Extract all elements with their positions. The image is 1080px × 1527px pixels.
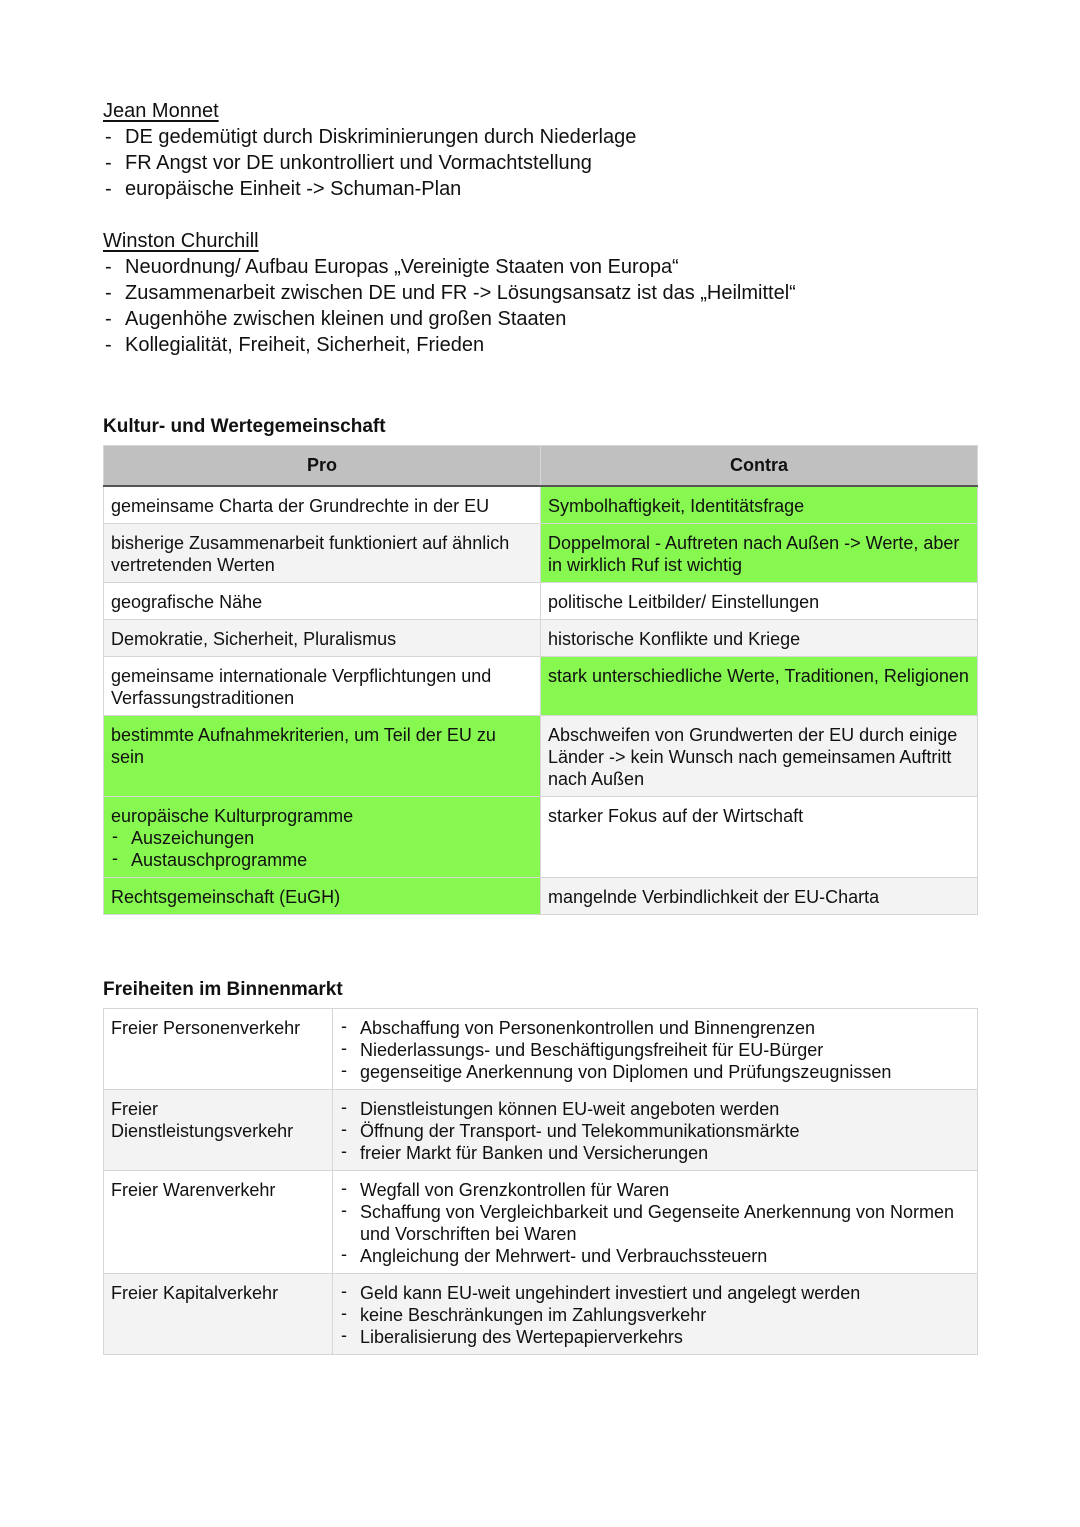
freedom-points (340, 1098, 970, 1164)
contra-cell: politische Leitbilder/ Einstellungen (541, 583, 978, 620)
freedom-label: Freier Warenverkehr (104, 1171, 333, 1274)
list-item: - Austauschprogramme (111, 849, 533, 871)
binnenmarkt-section (103, 977, 977, 1355)
table-row (104, 878, 978, 915)
list-item: - Schaffung von Vergleichbarkeit und Gegenseite Anerkennung von Normen und Vorschriften bei Waren (340, 1201, 970, 1245)
freedom-label: Freier Personenverkehr (104, 1009, 333, 1090)
table-row (104, 797, 978, 878)
monnet-section (103, 98, 977, 202)
freedom-points (340, 1017, 970, 1083)
churchill-list (103, 254, 977, 358)
pro-cell: Rechtsgemeinschaft (EuGH) (104, 878, 541, 915)
table-row (104, 1090, 978, 1171)
pro-cell: geografische Nähe (104, 583, 541, 620)
table-row (104, 1009, 978, 1090)
contra-cell: historische Konflikte und Kriege (541, 620, 978, 657)
table-row (104, 486, 978, 524)
contra-header: Contra (541, 446, 978, 487)
list-item: - Wegfall von Grenzkontrollen für Waren (340, 1179, 970, 1201)
list-item: - Abschaffung von Personenkontrollen und Binnengrenzen (340, 1017, 970, 1039)
list-item: - DE gedemütigt durch Diskriminierungen durch Niederlage (103, 124, 977, 150)
contra-cell: Abschweifen von Grundwerten der EU durch einige Länder -> kein Wunsch nach gemeinsamen Auftritt nach Außen (541, 716, 978, 797)
freedom-points-cell (333, 1009, 978, 1090)
freedom-points (340, 1282, 970, 1348)
freedoms-table (103, 1008, 978, 1355)
pro-cell-text: europäische Kulturprogramme (111, 806, 354, 826)
list-item: - Neuordnung/ Aufbau Europas „Vereinigte Staaten von Europa“ (103, 254, 977, 280)
table-row (104, 583, 978, 620)
list-item: - Geld kann EU-weit ungehindert investiert und angelegt werden (340, 1282, 970, 1304)
freedom-label: Freier Dienstleistungsverkehr (104, 1090, 333, 1171)
pro-contra-table (103, 445, 978, 915)
kultur-section (103, 414, 977, 915)
pro-cell: gemeinsame Charta der Grundrechte in der EU (104, 486, 541, 524)
list-item: - Augenhöhe zwischen kleinen und großen Staaten (103, 306, 977, 332)
pro-cell: gemeinsame internationale Verpflichtungen und Verfassungstraditionen (104, 657, 541, 716)
list-item: - Zusammenarbeit zwischen DE und FR -> Lösungsansatz ist das „Heilmittel“ (103, 280, 977, 306)
list-item: - Kollegialität, Freiheit, Sicherheit, Frieden (103, 332, 977, 358)
list-item: - Angleichung der Mehrwert- und Verbrauchssteuern (340, 1245, 970, 1267)
list-item: - keine Beschränkungen im Zahlungsverkehr (340, 1304, 970, 1326)
table-row (104, 524, 978, 583)
table-row (104, 1274, 978, 1355)
churchill-heading: Winston Churchill (103, 230, 259, 252)
list-item: - Auszeichungen (111, 827, 533, 849)
binnenmarkt-title: Freiheiten im Binnenmarkt (103, 979, 343, 1000)
list-item: - gegenseitige Anerkennung von Diplomen und Prüfungszeugnissen (340, 1061, 970, 1083)
pro-cell: bisherige Zusammenarbeit funktioniert auf ähnlich vertretenden Werten (104, 524, 541, 583)
freedom-label: Freier Kapitalverkehr (104, 1274, 333, 1355)
churchill-section (103, 228, 977, 358)
freedom-points-cell (333, 1171, 978, 1274)
monnet-heading: Jean Monnet (103, 100, 219, 122)
table-row (104, 1171, 978, 1274)
freedom-points (340, 1179, 970, 1267)
pro-sublist (111, 827, 533, 871)
table-row (104, 620, 978, 657)
list-item: - freier Markt für Banken und Versicherungen (340, 1142, 970, 1164)
pro-cell: bestimmte Aufnahmekriterien, um Teil der EU zu sein (104, 716, 541, 797)
monnet-list (103, 124, 977, 202)
pro-header: Pro (104, 446, 541, 487)
contra-cell: mangelnde Verbindlichkeit der EU-Charta (541, 878, 978, 915)
contra-cell: starker Fokus auf der Wirtschaft (541, 797, 978, 878)
kultur-title: Kultur- und Wertegemeinschaft (103, 416, 386, 437)
list-item: - Liberalisierung des Wertepapierverkehrs (340, 1326, 970, 1348)
list-item: - Dienstleistungen können EU-weit angeboten werden (340, 1098, 970, 1120)
pro-cell (104, 797, 541, 878)
list-item: - FR Angst vor DE unkontrolliert und Vormachtstellung (103, 150, 977, 176)
freedom-points-cell (333, 1090, 978, 1171)
document-page (103, 98, 977, 1355)
list-item: - Öffnung der Transport- und Telekommunikationsmärkte (340, 1120, 970, 1142)
list-item: - Niederlassungs- und Beschäftigungsfreiheit für EU-Bürger (340, 1039, 970, 1061)
contra-cell: stark unterschiedliche Werte, Traditionen, Religionen (541, 657, 978, 716)
freedom-points-cell (333, 1274, 978, 1355)
table-row (104, 716, 978, 797)
contra-cell: Symbolhaftigkeit, Identitätsfrage (541, 486, 978, 524)
list-item: - europäische Einheit -> Schuman-Plan (103, 176, 977, 202)
table-row (104, 657, 978, 716)
contra-cell: Doppelmoral - Auftreten nach Außen -> Werte, aber in wirklich Ruf ist wichtig (541, 524, 978, 583)
pro-cell: Demokratie, Sicherheit, Pluralismus (104, 620, 541, 657)
